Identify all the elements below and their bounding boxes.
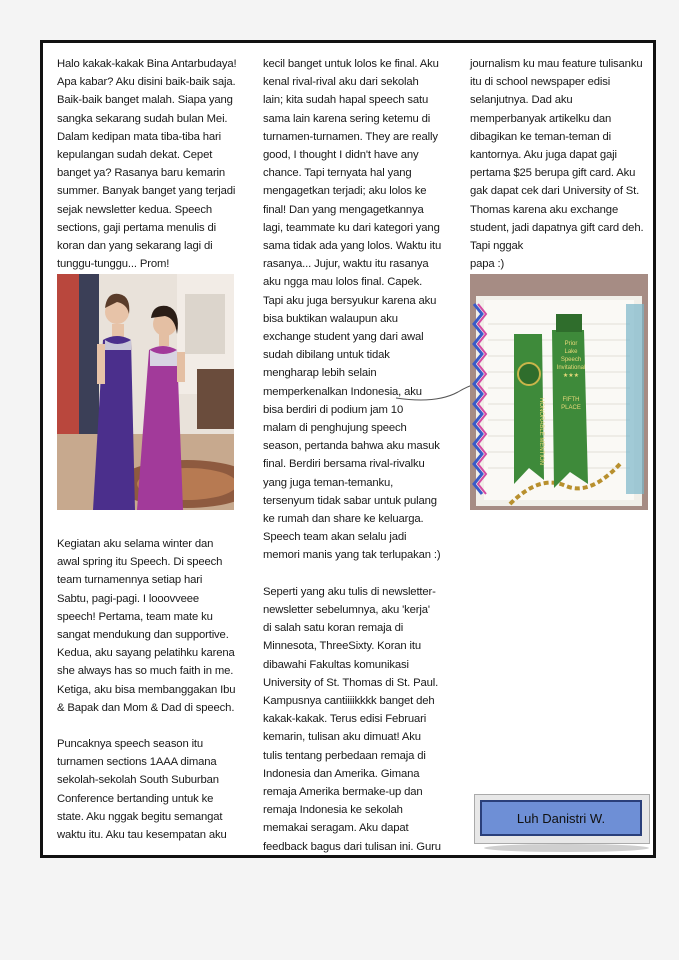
prom-photo: [57, 274, 234, 510]
ribbon-line: FIFTH: [562, 397, 580, 403]
newspaper-paragraph: Seperti yang aku tulis di newsletter- newsletter sebelumnya, aku 'kerja' di salah satu koran remaja di Minnesota, ThreeSixty. Koran itu dibawahi Fakultas komunikasi University of St. Thomas di St. Paul. Kampusnya cantiiiikkkk banget deh kakak-kakak. Terus edisi Februari kemarin, tulisan aku dimuat! Aku tulis tentang perbedaan remaja di Indonesia dan Amerika. Gimana remaja Amerika bermake-up dan remaja Indonesia ke sekolah memakai seragam. Aku dapat feedback bagus dari tulisan ini. Guru: [263, 585, 441, 853]
fifth-place-ribbon-text: [554, 340, 588, 412]
author-name: Luh Danistri W.: [480, 800, 642, 836]
final-paragraph: kecil banget untuk lolos ke final. Aku kenal rival-rival aku dari sekolah lain; kita sudah hapal speech satu sama lain karena sering ketemu di turnamen-turnamen. They are really good, I thought I didn't have any chance. Tapi ternyata hal yang mengagetkan terjadi; aku lolos ke final! Dan yang mengagetkannya lagi, teammate ku dari kategori yang sama tidak ada yang lolos. Waktu itu rasanya... Jujur, waktu itu rasanya aku ngga mau lolos final. Capek. Tapi aku juga bersyukur karena aku bisa buktikan walaupun aku exchange student yang dari awal sudah dibilang untuk tidak mengharap lebih selain memperkenalkan Indonesia, aku bisa berdiri di podium jam 10 malam di penghujung speech season, pertanda bahwa aku masuk final. Berdiri bersama rival-rivalku yang juga teman-temanku, tersenyum tidak sabar untuk pulang ke rumah dan share ke keluarga. Speech team akan selalu jadi memori manis yang tak terlupakan :): [263, 58, 442, 562]
paragraph-gap: [263, 565, 445, 583]
speech-paragraph: Kegiatan aku selama winter dan awal spring itu Speech. Di speech team turnamennya setiap hari Sabtu, pagi-pagi. I looovveee speech! Pertama, team mate ku sangat mendukung dan supportive. Kedua, aku sayang pelatihku karena she always has so much faith in me. Ketiga, aku bisa membanggakan Ibu & Bapak dan Mom & Dad di speech.: [57, 538, 236, 714]
ribbon-stars: ★★★: [562, 373, 580, 379]
ribbon-line: Lake: [564, 349, 578, 355]
column-3: [470, 55, 648, 273]
badge-shadow: [484, 844, 649, 852]
column-2: [263, 55, 445, 856]
paragraph-gap: [57, 717, 237, 735]
ribbon-line: PLACE: [561, 405, 581, 411]
author-badge: [474, 794, 652, 850]
ribbon-line: Invitational: [556, 365, 586, 371]
sections-paragraph: Puncaknya speech season itu turnamen sections 1AAA dimana sekolah-sekolah South Suburban Conference bertanding untuk ke state. Aku nggak begitu semangat waktu itu. Aku tau kesempatan aku: [57, 738, 227, 842]
intro-paragraph: Halo kakak-kakak Bina Antarbudaya! Apa kabar? Aku disini baik-baik saja. Baik-baik banget malah. Siapa yang sangka sekarang sudah bulan Mei. Dalam kedipan mata tiba-tiba hari kepulangan sudah dekat. Cepet banget ya? Rasanya baru kemarin summer. Banyak banget yang terjadi sejak newsletter kedua. Speech sections, gaji pertama menulis di koran dan yang sekarang lagi di tunggu-tunggu... Prom!: [57, 58, 237, 271]
ribbon-line: Prior: [564, 341, 578, 347]
journalism-paragraph: journalism ku mau feature tulisanku itu di school newspaper edisi selanjutnya. Dad aku memperbanyak artikelku dan dibagikan ke teman-teman di kantornya. Aku juga dapat gaji pertama $25 berupa gift card. Aku gak dapat cek dari University of St. Thomas karena aku exchange student, jadi dapatnya gift card deh. Tapi nggak papa :): [470, 58, 644, 271]
honorable-mention-ribbon-text: HONORABLE MENTION: [538, 398, 544, 466]
connector-line: [396, 378, 476, 404]
column-1-body: [57, 535, 237, 844]
column-1-intro: [57, 55, 237, 273]
prom-photo-illustration: [57, 274, 234, 510]
ribbon-line: Speech: [560, 357, 582, 363]
ribbons-photo: [470, 274, 648, 510]
